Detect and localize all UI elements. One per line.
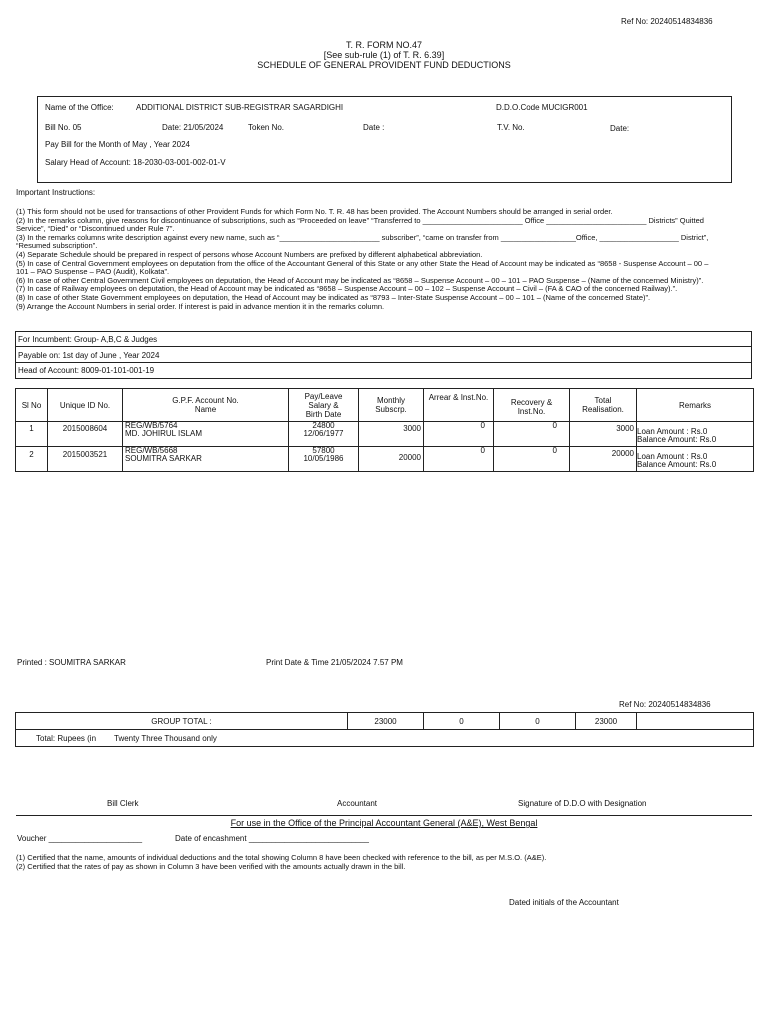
group-total-arrear: 0 — [424, 713, 500, 730]
rupees-row — [16, 730, 754, 747]
certification: (2) Certified that the rates of pay as shown in Column 3 have been verified with the amounts actually drawn in the bill. — [16, 862, 406, 871]
pay-birth-cell — [289, 422, 359, 447]
group-total-label: GROUP TOTAL : — [16, 713, 348, 730]
rupees-in-words: Twenty Three Thousand only — [114, 733, 217, 743]
instruction-item: (2) In the remarks column, give reasons for discontinuance of subscriptions, such as “Proceeded on leave” “Transferred to ________________________ Office ________________________ Districts” Quitted Service”, “Died” or “Discontinued under Rule 7”. — [16, 215, 704, 234]
schedule-title: SCHEDULE OF GENERAL PROVIDENT FUND DEDUCTIONS — [257, 60, 511, 70]
total-realisation: 20000 — [570, 447, 637, 472]
unique-id: 2015008604 — [48, 422, 123, 447]
bill-date: Date: 21/05/2024 — [162, 123, 224, 132]
instruction-item: (9) Arrange the Account Numbers in serial order. If interest is paid in advance mention it in the remarks column. — [16, 301, 385, 311]
token-date: Date : — [363, 123, 385, 132]
birth-date: 12/06/1977 — [303, 429, 344, 438]
header-total: Total Realisation. — [570, 389, 637, 422]
bill-number: Bill No. 05 — [45, 123, 82, 132]
header-pay-salary: Pay/Leave Salary & Birth Date — [289, 389, 359, 422]
remarks-cell — [637, 422, 754, 447]
account-name-cell — [123, 447, 289, 472]
header-gpf-account: G.P.F. Account No. Name — [123, 389, 289, 422]
payable-on: Payable on: 1st day of June , Year 2024 — [18, 351, 160, 360]
ref-number-top: Ref No: 20240514834836 — [621, 17, 713, 26]
sl-no: 1 — [16, 422, 48, 447]
monthly-subscription: 20000 — [359, 447, 424, 472]
divider — [15, 362, 752, 363]
header-remarks: Remarks — [637, 389, 754, 422]
recovery: 0 — [494, 447, 570, 472]
header-sl-no: Sl No — [16, 389, 48, 422]
monthly-subscription: 3000 — [359, 422, 424, 447]
rupees-label: Total: Rupees (in — [36, 733, 97, 743]
print-date-time: Print Date & Time 21/05/2024 7.57 PM — [266, 658, 403, 667]
rupees-cell — [16, 730, 754, 747]
header-recovery: Recovery & Inst.No. — [494, 389, 570, 422]
ddo-signature: Signature of D.D.O with Designation — [518, 799, 647, 808]
table-row — [16, 422, 754, 447]
pay-salary: 24800 — [312, 421, 335, 430]
sub-rule: [See sub-rule (1) of T. R. 6.39] — [323, 50, 445, 60]
loan-amount: Loan Amount : Rs.0 — [637, 427, 708, 436]
token-number: Token No. — [248, 123, 285, 132]
header-arrear: Arrear & Inst.No. — [424, 389, 494, 422]
voucher-field: Voucher _____________________ — [17, 834, 143, 843]
employee-name: SOUMITRA SARKAR — [125, 454, 202, 463]
group-total-monthly: 23000 — [348, 713, 424, 730]
tv-date: Date: — [610, 124, 630, 133]
recovery: 0 — [494, 422, 570, 447]
instruction-item: (8) In case of other State Government employees on deputation, the Head of Account may be indicated as “8793 – Inter-State Suspense Account – 00 – 101 – (Name of the concerned State)”. — [16, 292, 651, 302]
divider — [15, 346, 752, 347]
table-header-row — [16, 389, 754, 422]
account-name-cell — [123, 422, 289, 447]
pay-birth-cell — [289, 447, 359, 472]
salary-head: Salary Head of Account: 18-2030-03-001-002-01-V — [45, 158, 226, 167]
instructions-list — [16, 208, 716, 311]
arrear: 0 — [424, 447, 494, 472]
ref-number-bottom: Ref No: 20240514834836 — [619, 700, 711, 709]
sl-no: 2 — [16, 447, 48, 472]
form-number: T. R. FORM NO.47 — [345, 40, 422, 50]
instruction-item: (4) Separate Schedule should be prepared in respect of persons whose Account Numbers are prefixed by different alphabetical abbreviation. — [16, 249, 483, 259]
balance-amount: Balance Amount: Rs.0 — [637, 460, 717, 469]
group-total-recovery: 0 — [500, 713, 576, 730]
arrear: 0 — [424, 422, 494, 447]
divider — [16, 815, 752, 816]
office-use-heading: For use in the Office of the Principal Accountant General (A&E), West Bengal — [230, 818, 538, 828]
printed-by: Printed : SOUMITRA SARKAR — [17, 658, 126, 667]
dated-initials: Dated initials of the Accountant — [509, 898, 619, 907]
balance-amount: Balance Amount: Rs.0 — [637, 435, 717, 444]
gpf-account-no: REG/WB/5764 — [125, 421, 178, 430]
gpf-account-no: REG/WB/5668 — [125, 446, 178, 455]
instructions-heading: Important Instructions: — [16, 188, 96, 197]
instruction-item: (5) In case of Central Government employees on deputation from the office of the Accountant General of this State or any other State the Head of Account may be indicated as “8658 - Suspense Account – 00 – 101 – PAO Suspense – PAO (Audit), Kolkata”. — [16, 258, 709, 277]
gpf-table — [15, 388, 754, 472]
accountant-signature: Accountant — [337, 799, 378, 808]
birth-date: 10/05/1986 — [303, 454, 344, 463]
group-total-row — [16, 713, 754, 730]
certification: (1) Certified that the name, amounts of individual deductions and the total showing Column 8 have been checked with reference to the bill, as per M.S.O. (A&E). — [16, 853, 547, 862]
pay-bill-month: Pay Bill for the Month of May , Year 2024 — [45, 140, 190, 149]
remarks-cell — [637, 447, 754, 472]
tv-number: T.V. No. — [497, 123, 525, 132]
instruction-item: (3) In the remarks columns write description against every new name, such as “________________________ subscriber”, “came on transfer from __________________Office, ___________________ District”, “Resumed subscription”. — [16, 232, 709, 251]
unique-id: 2015003521 — [48, 447, 123, 472]
instruction-item: (7) In case of Railway employees on deputation, the Head of Account may be indicated as “8658 – Suspense Account – 00 – 102 – Suspense Account – Civil – (FA & CAO of the concerned Railway).”. — [16, 284, 678, 294]
table-row — [16, 447, 754, 472]
loan-amount: Loan Amount : Rs.0 — [637, 452, 708, 461]
group-total-remarks — [637, 713, 754, 730]
pay-salary: 57800 — [312, 446, 335, 455]
incumbent-group: For Incumbent: Group- A,B,C & Judges — [18, 335, 158, 344]
bill-clerk-signature: Bill Clerk — [107, 799, 139, 808]
group-total-table — [15, 712, 754, 747]
head-of-account: Head of Account: 8009-01-101-001-19 — [18, 366, 155, 375]
total-realisation: 3000 — [570, 422, 637, 447]
office-value: ADDITIONAL DISTRICT SUB-REGISTRAR SAGARDIGHI — [136, 103, 344, 112]
encashment-date-field: Date of encashment ___________________________ — [175, 834, 369, 843]
ddo-code: D.D.O.Code MUCIGR001 — [496, 103, 588, 112]
instruction-item: (6) In case of other Central Government Civil employees on deputation, the Head of Account may be indicated as “8658 – Suspense Account – 00 – 101 – PAO Suspense – (Name of the concerned Ministry)”. — [16, 275, 704, 285]
office-label: Name of the Office: — [45, 103, 114, 112]
header-unique-id: Unique ID No. — [48, 389, 123, 422]
employee-name: MD. JOHIRUL ISLAM — [125, 429, 203, 438]
instruction-item: (1) This form should not be used for transactions of other Provident Funds for which Form No. T. R. 48 has been provided. The Account Numbers should be arranged in serial order. — [16, 207, 613, 216]
group-total-realisation: 23000 — [576, 713, 637, 730]
header-monthly: Monthly Subscrp. — [359, 389, 424, 422]
